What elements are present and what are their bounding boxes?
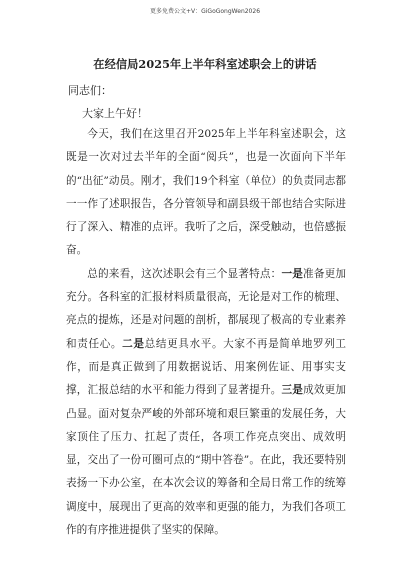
paragraph-opening: 今天，我们在这里召开2025年上半年科室述职会，这既是一次对过去半年的全面“阅兵”，也是一次面向下半年的“出征”动员。刚才，我们19个科室（单位）的负责同志都一一作了述职报告，各分管领导和副县级干部也结合实际进行了深入、精准的点评。我听了之后，深受触动，也倍感振奋。 <box>66 128 346 257</box>
document-title: 在经信局2025年上半年科室述职会上的讲话 <box>93 57 317 71</box>
feature-3-heading: 三是 <box>281 384 304 397</box>
paragraph-features <box>66 263 346 543</box>
feature-2-text: 总结更具水平。大家不再是简单地罗列工作，而是真正做到了用数据说话、用案例佐证、用事实支撑，汇报总结的水平和能力得到了显著提升。 <box>66 337 347 397</box>
feature-2-heading: 二是 <box>122 337 145 350</box>
feature-1-text: 准备更加充分。各科室的汇报材料质量很高，无论是对工作的梳理、亮点的提炼，还是对问题的剖析，都展现了极高的专业素养和责任心。 <box>66 267 347 350</box>
header-watermark: 更多免费公文+V：GiGoGongWen2026 <box>149 8 261 15</box>
feature-1-heading: 一是 <box>281 267 304 280</box>
greeting: 大家上午好！ <box>82 107 148 120</box>
features-intro: 总的来看，这次述职会有三个显著特点： <box>87 267 282 280</box>
salutation: 同志们： <box>68 84 112 97</box>
feature-3-text: 成效更加凸显。面对复杂严峻的外部环境和艰巨繁重的发展任务，大家顶住了压力、扛起了责任，各项工作亮点突出、成效明显，交出了一份可圈可点的“期中答卷”。在此，我还要特别表扬一下办公室，在本次会议的筹备和全局日常工作的统筹调度中，展现出了更高的效率和更强的能力，为我们各项工作的有序推进提供了坚实的保障。 <box>66 384 347 537</box>
document-body <box>66 123 346 542</box>
